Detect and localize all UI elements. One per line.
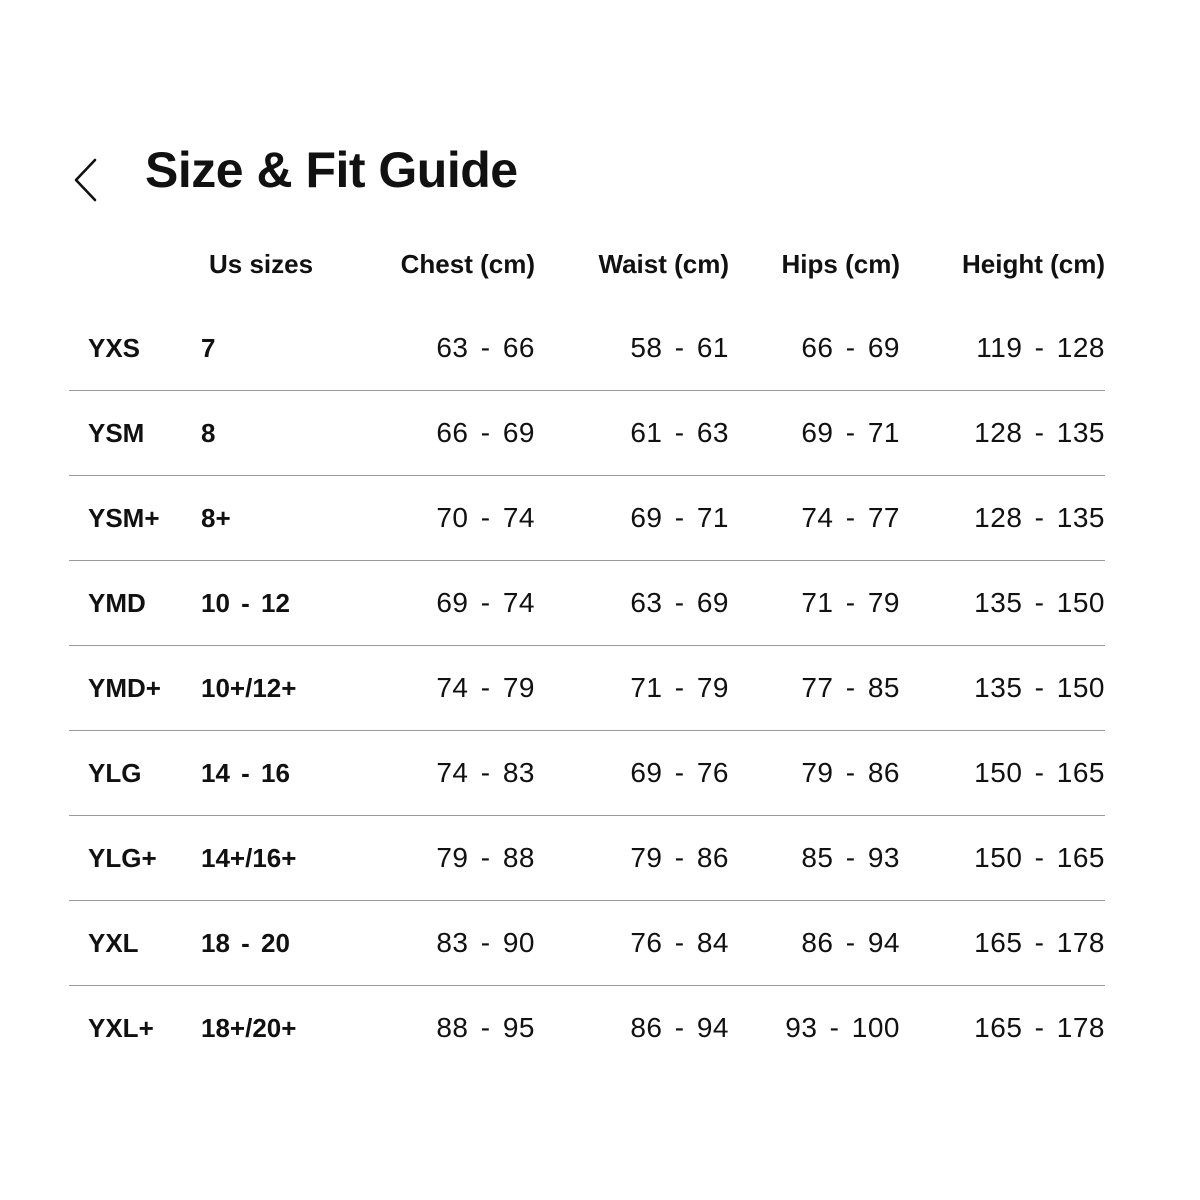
size-cell: YLG+ — [69, 816, 201, 901]
waist-cell: 76 - 84 — [535, 901, 729, 986]
us-size-cell: 18 - 20 — [201, 901, 359, 986]
size-chart-table — [69, 222, 1105, 1070]
table-row — [69, 561, 1105, 646]
table-row — [69, 476, 1105, 561]
height-cell: 165 - 178 — [900, 986, 1105, 1071]
hips-cell: 74 - 77 — [729, 476, 900, 561]
table-header-row — [69, 222, 1105, 306]
hips-cell: 85 - 93 — [729, 816, 900, 901]
hips-cell: 86 - 94 — [729, 901, 900, 986]
column-header-chest: Chest (cm) — [400, 248, 535, 279]
waist-cell: 69 - 76 — [535, 731, 729, 816]
chest-cell: 79 - 88 — [359, 816, 535, 901]
hips-cell: 71 - 79 — [729, 561, 900, 646]
size-cell: YLG — [69, 731, 201, 816]
height-cell: 119 - 128 — [976, 332, 1105, 363]
size-cell: YXL — [69, 901, 201, 986]
chest-cell: 66 - 69 — [359, 391, 535, 476]
chevron-left-icon — [71, 157, 101, 203]
table-row — [69, 391, 1105, 476]
height-cell: 135 - 150 — [900, 646, 1105, 731]
waist-cell: 86 - 94 — [535, 986, 729, 1071]
table-row — [69, 986, 1105, 1071]
us-size-cell: 10+/12+ — [201, 646, 359, 731]
table-row — [69, 816, 1105, 901]
table-row — [69, 306, 1105, 391]
height-cell: 150 - 165 — [900, 731, 1105, 816]
us-size-cell: 18+/20+ — [201, 986, 359, 1071]
chest-cell: 74 - 83 — [359, 731, 535, 816]
chest-cell: 88 - 95 — [359, 986, 535, 1071]
size-cell: YSM+ — [69, 476, 201, 561]
waist-cell: 58 - 61 — [630, 332, 729, 363]
page-title: Size & Fit Guide — [145, 142, 518, 198]
waist-cell: 63 - 69 — [535, 561, 729, 646]
height-cell: 128 - 135 — [900, 391, 1105, 476]
column-header-us-sizes: Us sizes — [209, 248, 314, 279]
chest-cell: 74 - 79 — [359, 646, 535, 731]
back-button[interactable] — [60, 150, 112, 210]
table-row — [69, 901, 1105, 986]
us-size-cell: 14 - 16 — [201, 731, 359, 816]
column-header-height: Height (cm) — [962, 248, 1105, 279]
height-cell: 150 - 165 — [900, 816, 1105, 901]
table-row — [69, 731, 1105, 816]
height-cell: 135 - 150 — [900, 561, 1105, 646]
chest-cell: 70 - 74 — [359, 476, 535, 561]
waist-cell: 71 - 79 — [535, 646, 729, 731]
size-cell: YXL+ — [69, 986, 201, 1071]
waist-cell: 79 - 86 — [535, 816, 729, 901]
hips-cell: 66 - 69 — [801, 332, 900, 363]
column-header-size — [69, 222, 201, 306]
us-size-cell: 7 — [201, 332, 216, 363]
hips-cell: 77 - 85 — [729, 646, 900, 731]
chest-cell: 63 - 66 — [436, 332, 535, 363]
us-size-cell: 8+ — [201, 476, 359, 561]
size-cell: YSM — [69, 391, 201, 476]
us-size-cell: 8 — [201, 391, 359, 476]
chest-cell: 83 - 90 — [359, 901, 535, 986]
column-header-waist: Waist (cm) — [598, 248, 729, 279]
waist-cell: 61 - 63 — [535, 391, 729, 476]
chest-cell: 69 - 74 — [359, 561, 535, 646]
height-cell: 165 - 178 — [900, 901, 1105, 986]
us-size-cell: 10 - 12 — [201, 561, 359, 646]
size-cell: YXS — [88, 332, 141, 363]
column-header-hips: Hips (cm) — [781, 248, 900, 279]
size-cell: YMD — [69, 561, 201, 646]
us-size-cell: 14+/16+ — [201, 816, 359, 901]
hips-cell: 93 - 100 — [729, 986, 900, 1071]
size-cell: YMD+ — [69, 646, 201, 731]
table-row — [69, 646, 1105, 731]
hips-cell: 69 - 71 — [729, 391, 900, 476]
waist-cell: 69 - 71 — [535, 476, 729, 561]
hips-cell: 79 - 86 — [729, 731, 900, 816]
height-cell: 128 - 135 — [900, 476, 1105, 561]
